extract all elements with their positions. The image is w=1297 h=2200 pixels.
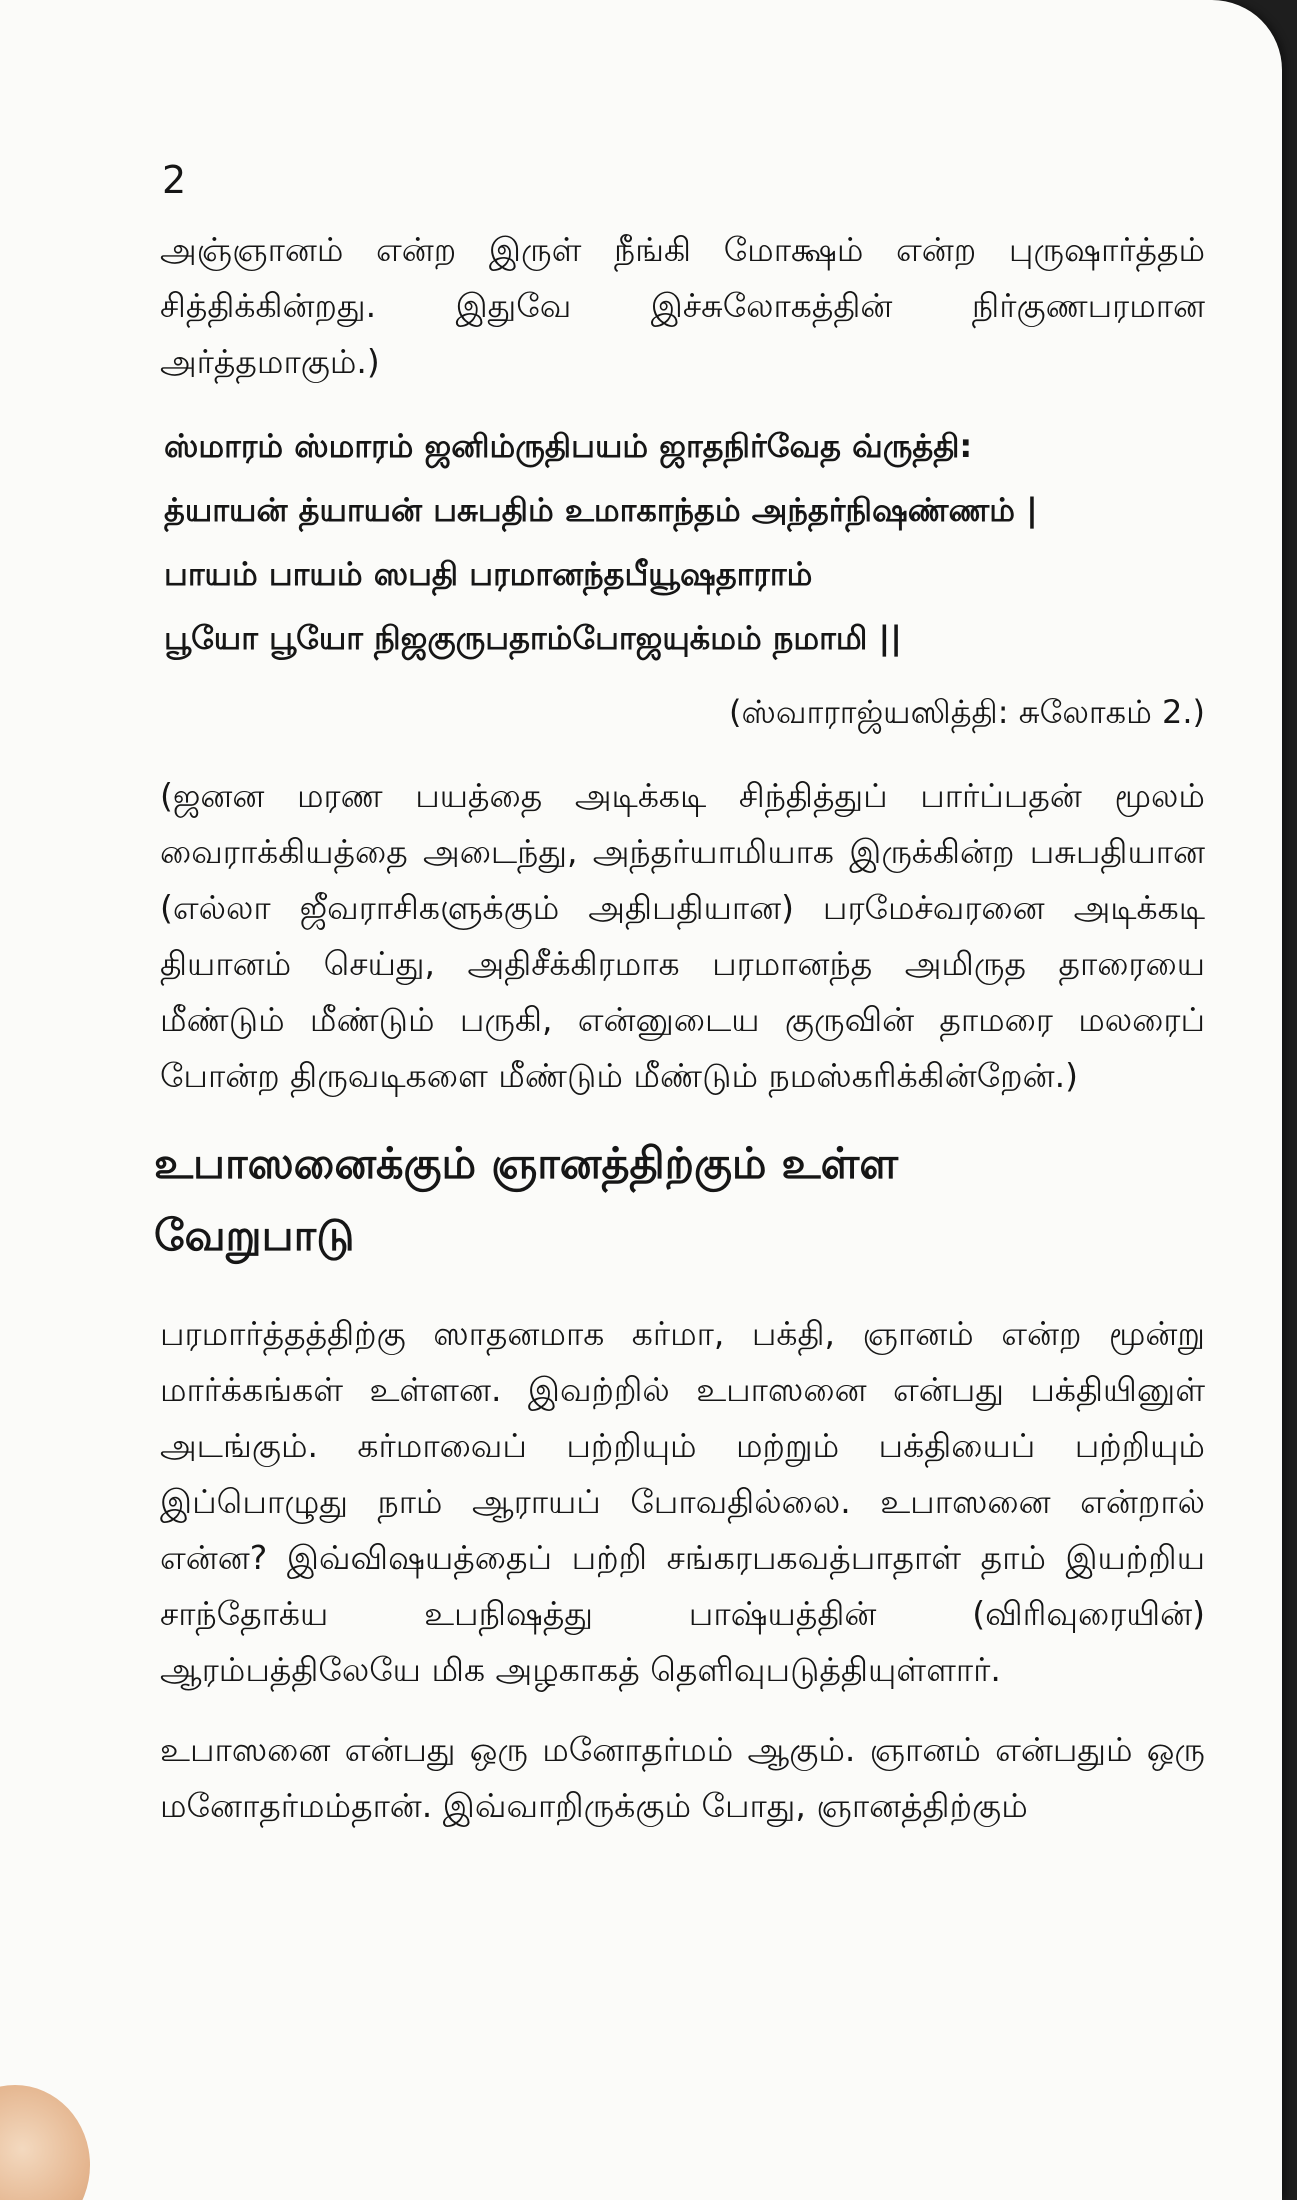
body-paragraph: பரமார்த்தத்திற்கு ஸாதனமாக கர்மா, பக்தி, ஞானம் என்ற மூன்று மார்க்கங்கள் உள்ளன. இவற்றில் உபாஸனை என்பது பக்தியினுள் அடங்கும். கர்மாவைப் பற்றியும் மற்றும் பக்தியைப் பற்றியும் இப்பொழுது நாம் ஆராயப் போவதில்லை. உபாஸனை என்றால் என்ன? இவ்விஷயத்தைப் பற்றி சங்கரபகவத்பாதாள் தாம் இயற்றிய சாந்தோக்ய உபநிஷத்து பாஷ்யத்தின் (விரிவுரையின்) ஆரம்பத்திலேயே மிக அழகாகத் தெளிவுபடுத்தியுள்ளார். bbox=[160, 1314, 1205, 1689]
page-number: 2 bbox=[162, 158, 187, 202]
verse-citation: (ஸ்வாராஜ்யஸித்தி: சுலோகம் 2.) bbox=[729, 693, 1205, 731]
sanskrit-verse bbox=[150, 414, 1205, 670]
page-content bbox=[150, 150, 1205, 1858]
verse-meaning: (ஜனன மரண பயத்தை அடிக்கடி சிந்தித்துப் பார்ப்பதன் மூலம் வைராக்கியத்தை அடைந்து, அந்தர்யாமியாக இருக்கின்ற பசுபதியான (எல்லா ஜீவராசிகளுக்கும் அதிபதியான) பரமேச்வரனை அடிக்கடி தியானம் செய்து, அதிசீக்கிரமாக பரமானந்த அமிருத தாரையை மீண்டும் மீண்டும் பருகி, என்னுடைய குருவின் தாமரை மலரைப் போன்ற திருவடிகளை மீண்டும் மீண்டும் நமஸ்கரிக்கின்றேன்.) bbox=[160, 776, 1205, 1095]
intro-paragraph: அஞ்ஞானம் என்ற இருள் நீங்கி மோக்ஷம் என்ற புருஷார்த்தம் சித்திக்கின்றது. இதுவே இச்சுலோகத்தின் நிர்குணபரமான அர்த்தமாகும்.) bbox=[160, 230, 1205, 381]
verse-line: பூயோ பூயோ நிஜகுருபதாம்போஜயுக்மம் நமாமி || bbox=[164, 619, 902, 657]
section-heading-line: உபாஸனைக்கும் ஞானத்திற்கும் உள்ள bbox=[154, 1139, 899, 1189]
thumb-holding-page bbox=[0, 2085, 90, 2200]
section-heading bbox=[150, 1128, 1205, 1272]
verse-line: ஸ்மாரம் ஸ்மாரம் ஜனிம்ருதிபயம் ஜாதநிர்வேத வ்ருத்தி: bbox=[164, 427, 973, 465]
verse-line: த்யாயன் த்யாயன் பசுபதிம் உமாகாந்தம் அந்தர்நிஷண்ணம் | bbox=[164, 491, 1038, 529]
verse-line: பாயம் பாயம் ஸபதி பரமானந்தபீயூஷதாராம் bbox=[164, 555, 813, 593]
section-heading-line: வேறுபாடு bbox=[154, 1211, 355, 1261]
body-paragraph: உபாஸனை என்பது ஒரு மனோதர்மம் ஆகும். ஞானம் என்பதும் ஒரு மனோதர்மம்தான். இவ்வாறிருக்கும் போது, ஞானத்திற்கும் bbox=[160, 1730, 1205, 1825]
